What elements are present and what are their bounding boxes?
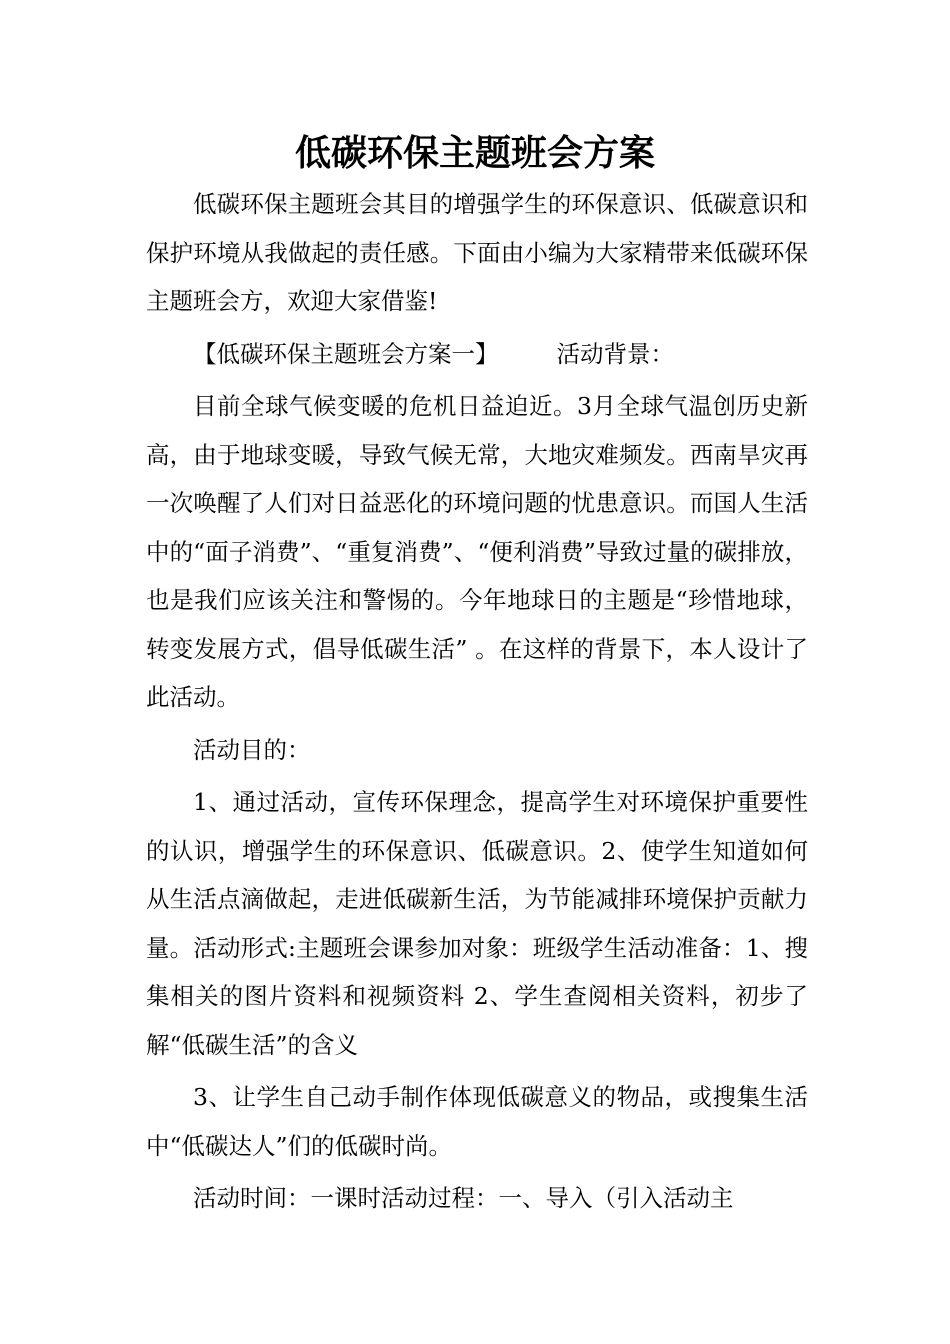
section-heading: 【低碳环保主题班会方案一】 [193, 339, 499, 368]
background-paragraph: 目前全球气候变暖的危机日益迫近。3月全球气温创历史新高，由于地球变暖，导致气候无常，大地灾难频发。西南旱灾再一次唤醒了人们对日益恶化的环境问题的忧患意识。而国人生活中的“面子消费”、“重复消费”、“便利消费”导致过量的碳排放，也是我们应该关注和警惕的。今年地球日的主题是“珍惜地球，转变发展方式，倡导低碳生活” 。在这样的背景下，本人设计了此活动。 [146, 392, 808, 711]
intro-paragraph: 低碳环保主题班会其目的增强学生的环保意识、低碳意识和保护环境从我做起的责任感。下面由小编为大家精带来低碳环保主题班会方，欢迎大家借鉴! [146, 190, 808, 315]
time-paragraph: 活动时间：一课时活动过程：一、导入（引入活动主 [193, 1184, 734, 1212]
section-heading-line [146, 330, 808, 379]
document-body [146, 180, 808, 1227]
purpose-heading: 活动目的： [193, 735, 311, 764]
document-title: 低碳环保主题班会方案 [294, 132, 655, 174]
preparation-paragraph: 3、让学生自己动手制作体现低碳意义的物品，或搜集生活中“低碳达人”们的低碳时尚。 [146, 1083, 808, 1160]
section-subheading: 活动背景： [556, 339, 674, 368]
purpose-paragraph: 1、通过活动，宣传环保理念，提高学生对环境保护重要性的认识，增强学生的环保意识、低碳意识。2、使学生知道如何从生活点滴做起，走进低碳新生活，为节能减排环境保护贡献力量。活动形式:主题班会课参加对象：班级学生活动准备：1、搜集相关的图片资料和视频资料 2、学生查阅相关资料，初步了解“低碳生活”的含义 [146, 788, 808, 1059]
